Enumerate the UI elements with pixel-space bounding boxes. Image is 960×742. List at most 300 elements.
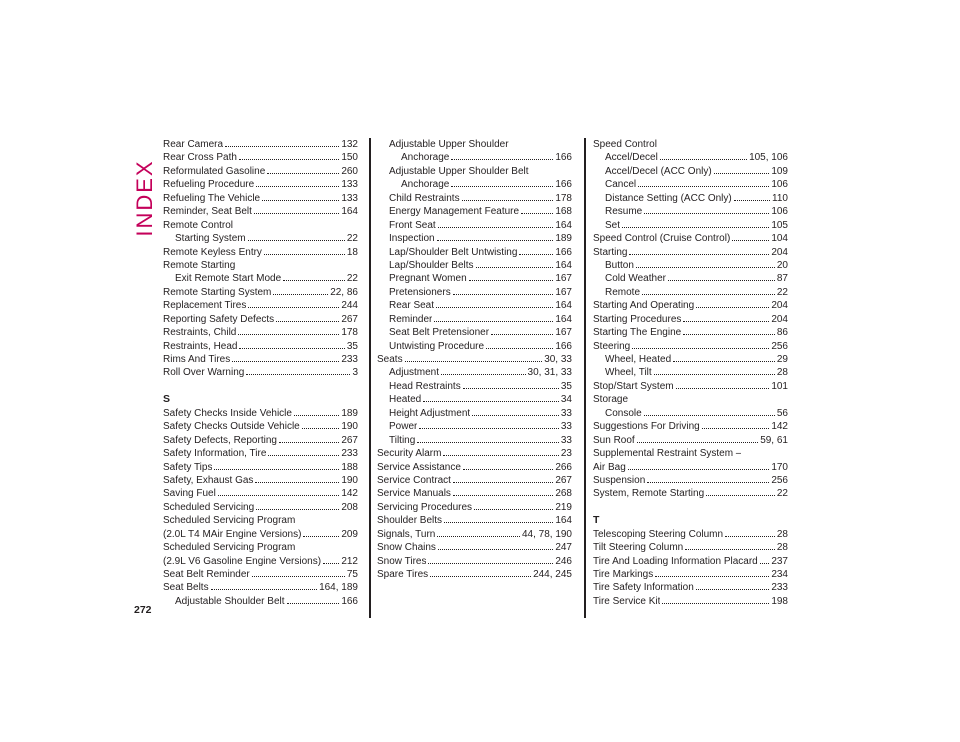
index-entry-title: Remote bbox=[605, 286, 641, 298]
dot-leader bbox=[655, 576, 769, 577]
index-entry-title: Tire Markings bbox=[593, 569, 654, 580]
index-heading-text: Scheduled Servicing Program bbox=[163, 542, 296, 554]
index-entry-title: Refueling Procedure bbox=[163, 179, 255, 191]
index-entry-title: Replacement Tires bbox=[163, 300, 247, 312]
index-entry-title: Stop/Start System bbox=[593, 380, 674, 392]
index-subentry bbox=[593, 151, 788, 164]
dot-leader bbox=[303, 536, 339, 537]
index-entry-pages: 256 bbox=[771, 340, 788, 352]
index-heading bbox=[163, 541, 358, 554]
dot-leader bbox=[714, 173, 770, 174]
index-entry bbox=[593, 474, 788, 487]
index-entry-title: Reformulated Gasoline bbox=[163, 165, 266, 177]
index-entry-pages: 33 bbox=[560, 407, 572, 419]
index-entry-title: Untwisting Procedure bbox=[389, 340, 485, 352]
index-subentry bbox=[593, 286, 788, 299]
index-entry bbox=[163, 407, 358, 420]
index-entry bbox=[593, 340, 788, 353]
index-entry-pages: 164 bbox=[555, 300, 572, 312]
dot-leader bbox=[254, 213, 339, 214]
index-entry-pages: 33 bbox=[560, 421, 572, 433]
index-subentry bbox=[163, 232, 358, 245]
index-entry-pages: 233 bbox=[771, 582, 788, 594]
index-entry-title: Button bbox=[605, 259, 634, 271]
index-entry-title: Starting bbox=[593, 246, 628, 258]
index-entry-pages: 142 bbox=[771, 421, 788, 433]
index-entry-pages: 109 bbox=[771, 165, 788, 177]
index-entry bbox=[163, 178, 358, 191]
dot-leader bbox=[491, 334, 553, 335]
index-subentry bbox=[377, 232, 572, 245]
index-entry-title: Steering bbox=[593, 340, 631, 352]
index-entry-pages: 178 bbox=[555, 192, 572, 204]
index-entry-title: Wheel, Tilt bbox=[605, 367, 652, 379]
index-subentry bbox=[377, 219, 572, 232]
index-entry-pages: 30, 31, 33 bbox=[527, 367, 572, 379]
dot-leader bbox=[673, 361, 775, 362]
dot-leader bbox=[430, 576, 531, 577]
index-entry bbox=[163, 474, 358, 487]
index-entry-title: Starting The Engine bbox=[593, 327, 682, 339]
index-entry-title: Accel/Decel (ACC Only) bbox=[605, 165, 712, 177]
index-entry-pages: 247 bbox=[555, 542, 572, 554]
index-entry-pages: 29 bbox=[776, 354, 788, 365]
index-subentry bbox=[377, 299, 572, 312]
index-entry-pages: 106 bbox=[771, 206, 788, 218]
index-entry-pages: 198 bbox=[771, 595, 788, 607]
index-entry bbox=[377, 461, 572, 474]
dot-leader bbox=[463, 388, 559, 389]
index-entry bbox=[593, 313, 788, 326]
index-entry-title: Service Assistance bbox=[377, 461, 461, 473]
index-subentry bbox=[377, 380, 572, 393]
index-entry-pages: 35 bbox=[560, 380, 572, 392]
dot-leader bbox=[644, 213, 769, 214]
dot-leader bbox=[622, 227, 769, 228]
index-entry bbox=[593, 541, 788, 554]
index-entry-pages: 204 bbox=[771, 313, 788, 325]
index-entry-title: Child Restraints bbox=[389, 192, 460, 204]
index-entry-pages: 189 bbox=[555, 233, 572, 245]
index-entry-pages: 150 bbox=[341, 152, 358, 164]
index-entry-title: (2.0L T4 MAir Engine Versions) bbox=[163, 528, 302, 540]
index-subentry bbox=[377, 340, 572, 353]
dot-leader bbox=[638, 186, 769, 187]
dot-leader bbox=[642, 294, 775, 295]
index-entry-pages: 104 bbox=[771, 233, 788, 245]
dot-leader bbox=[248, 240, 345, 241]
index-entry bbox=[593, 568, 788, 581]
section-gap bbox=[163, 380, 358, 393]
index-entry bbox=[163, 353, 358, 366]
index-entry bbox=[593, 581, 788, 594]
index-entry-title: Lap/Shoulder Belt Untwisting bbox=[389, 246, 518, 258]
index-subentry bbox=[593, 407, 788, 420]
dot-leader bbox=[273, 294, 328, 295]
index-entry bbox=[163, 151, 358, 164]
dot-leader bbox=[246, 374, 350, 375]
index-entry-pages: 237 bbox=[771, 555, 788, 567]
index-entry-pages: 219 bbox=[555, 501, 572, 513]
dot-leader bbox=[239, 348, 344, 349]
dot-leader bbox=[419, 428, 559, 429]
index-entry-title: Cold Weather bbox=[605, 273, 666, 285]
index-subentry bbox=[593, 192, 788, 205]
index-entry bbox=[163, 299, 358, 312]
index-entry-title: Cancel bbox=[605, 179, 637, 191]
index-heading-text: Adjustable Upper Shoulder bbox=[389, 139, 509, 150]
index-heading-text: Speed Control bbox=[593, 139, 657, 150]
index-entry bbox=[377, 474, 572, 487]
index-entry-title: Adjustable Shoulder Belt bbox=[175, 595, 285, 607]
index-subentry bbox=[377, 313, 572, 326]
index-entry bbox=[163, 461, 358, 474]
index-subentry bbox=[593, 165, 788, 178]
index-entry-title: Remote Starting System bbox=[163, 286, 272, 298]
dot-leader bbox=[287, 603, 340, 604]
index-entry-pages: 142 bbox=[341, 488, 358, 500]
index-entry-pages: 28 bbox=[776, 528, 788, 540]
dot-leader bbox=[283, 280, 345, 281]
section-letter: T bbox=[593, 514, 600, 527]
index-entry-pages: 166 bbox=[341, 595, 358, 607]
dot-leader bbox=[734, 200, 770, 201]
dot-leader bbox=[706, 495, 775, 496]
page-number: 272 bbox=[134, 604, 152, 616]
index-entry bbox=[593, 420, 788, 433]
index-entry bbox=[163, 313, 358, 326]
index-subentry bbox=[593, 178, 788, 191]
dot-leader bbox=[629, 254, 769, 255]
index-entry-title: Head Restraints bbox=[389, 380, 461, 392]
index-entry bbox=[163, 286, 358, 299]
dot-leader bbox=[474, 509, 553, 510]
dot-leader bbox=[248, 307, 339, 308]
index-subentry bbox=[593, 219, 788, 232]
index-entry bbox=[163, 340, 358, 353]
index-entry-pages: 204 bbox=[771, 246, 788, 258]
index-label-text: INDEX bbox=[132, 159, 157, 237]
index-subentry bbox=[377, 420, 572, 433]
dot-leader bbox=[463, 469, 553, 470]
index-entry-pages: 260 bbox=[341, 165, 358, 177]
index-entry-pages: 101 bbox=[771, 380, 788, 392]
index-entry-pages: 33 bbox=[560, 434, 572, 446]
index-entry-title: Wheel, Heated bbox=[605, 354, 672, 365]
index-entry bbox=[593, 380, 788, 393]
index-entry-title: Restraints, Head bbox=[163, 340, 238, 352]
index-entry bbox=[593, 487, 788, 500]
dot-leader bbox=[685, 549, 775, 550]
index-entry-title: Suspension bbox=[593, 474, 646, 486]
dot-leader bbox=[628, 469, 770, 470]
index-subentry bbox=[377, 393, 572, 406]
index-entry-title: Safety Defects, Reporting bbox=[163, 434, 277, 446]
index-entry-pages: 35 bbox=[346, 340, 358, 352]
dot-leader bbox=[302, 428, 340, 429]
column-divider bbox=[584, 138, 586, 618]
index-entry-pages: 167 bbox=[555, 273, 572, 285]
index-entry-title: Rear Camera bbox=[163, 139, 224, 150]
index-entry-title: Sun Roof bbox=[593, 434, 635, 446]
index-entry bbox=[163, 528, 358, 541]
dot-leader bbox=[264, 254, 345, 255]
index-entry bbox=[377, 514, 572, 527]
index-entry-pages: 105, 106 bbox=[749, 152, 788, 164]
index-entry-title: Snow Chains bbox=[377, 542, 436, 554]
index-entry-title: Rims And Tires bbox=[163, 354, 231, 365]
dot-leader bbox=[632, 348, 769, 349]
dot-leader bbox=[417, 442, 559, 443]
index-entry-pages: 164, 189 bbox=[319, 582, 358, 594]
index-entry bbox=[163, 165, 358, 178]
dot-leader bbox=[451, 159, 553, 160]
dot-leader bbox=[668, 280, 775, 281]
index-column-3 bbox=[593, 138, 788, 608]
index-entry-pages: 233 bbox=[341, 448, 358, 460]
dot-leader bbox=[437, 240, 554, 241]
index-subentry bbox=[377, 246, 572, 259]
dot-leader bbox=[725, 536, 775, 537]
index-entry-pages: 209 bbox=[341, 528, 358, 540]
index-entry-pages: 23 bbox=[560, 448, 572, 460]
index-entry-pages: 189 bbox=[341, 407, 358, 419]
index-entry bbox=[163, 366, 358, 379]
index-entry-pages: 164 bbox=[555, 313, 572, 325]
index-entry-title: Air Bag bbox=[593, 461, 626, 473]
index-section-label bbox=[132, 138, 158, 258]
index-entry-pages: 190 bbox=[341, 421, 358, 433]
index-entry-title: Tilting bbox=[389, 434, 416, 446]
index-entry-pages: 246 bbox=[555, 555, 572, 567]
dot-leader bbox=[683, 334, 775, 335]
dot-leader bbox=[428, 563, 553, 564]
index-entry-title: Refueling The Vehicle bbox=[163, 192, 261, 204]
index-entry-pages: 166 bbox=[555, 246, 572, 258]
index-entry-title: Safety Tips bbox=[163, 461, 213, 473]
index-heading bbox=[377, 138, 572, 151]
index-entry-pages: 178 bbox=[341, 327, 358, 339]
index-entry-title: Rear Seat bbox=[389, 300, 435, 312]
dot-leader bbox=[676, 388, 770, 389]
index-entry bbox=[163, 138, 358, 151]
dot-leader bbox=[267, 173, 339, 174]
dot-leader bbox=[451, 186, 553, 187]
index-entry-pages: 164 bbox=[341, 206, 358, 218]
index-entry bbox=[377, 447, 572, 460]
index-entry-title: Starting System bbox=[175, 233, 246, 245]
index-entry bbox=[377, 568, 572, 581]
index-entry-pages: 133 bbox=[341, 192, 358, 204]
index-subentry bbox=[377, 434, 572, 447]
dot-leader bbox=[636, 267, 775, 268]
index-subentry bbox=[377, 151, 572, 164]
index-heading bbox=[593, 447, 788, 460]
index-entry-title: Tire Safety Information bbox=[593, 582, 694, 594]
index-entry-pages: 234 bbox=[771, 569, 788, 580]
index-entry-title: Exit Remote Start Mode bbox=[175, 273, 282, 285]
index-entry-title: Service Contract bbox=[377, 474, 451, 486]
dot-leader bbox=[453, 495, 553, 496]
dot-leader bbox=[637, 442, 758, 443]
dot-leader bbox=[255, 482, 339, 483]
dot-leader bbox=[438, 227, 554, 228]
index-entry-pages: 166 bbox=[555, 179, 572, 191]
index-entry bbox=[593, 555, 788, 568]
index-entry-title: Inspection bbox=[389, 233, 435, 245]
index-entry bbox=[163, 501, 358, 514]
index-entry-title: Saving Fuel bbox=[163, 488, 216, 500]
index-subentry bbox=[377, 326, 572, 339]
dot-leader bbox=[696, 589, 770, 590]
index-subentry bbox=[593, 366, 788, 379]
section-gap bbox=[593, 501, 788, 514]
index-entry bbox=[377, 541, 572, 554]
index-entry-pages: 244, 245 bbox=[533, 569, 572, 580]
index-entry bbox=[163, 568, 358, 581]
index-entry-pages: 30, 33 bbox=[544, 354, 572, 365]
index-entry-title: Seats bbox=[377, 354, 403, 365]
index-entry-title: Restraints, Child bbox=[163, 327, 237, 339]
index-entry-pages: 56 bbox=[776, 407, 788, 419]
dot-leader bbox=[438, 549, 553, 550]
index-entry-pages: 28 bbox=[776, 367, 788, 379]
dot-leader bbox=[476, 267, 554, 268]
index-column-1 bbox=[163, 138, 358, 608]
index-entry bbox=[163, 420, 358, 433]
index-entry bbox=[593, 528, 788, 541]
index-entry-title: Tire Service Kit bbox=[593, 595, 661, 607]
dot-leader bbox=[683, 321, 769, 322]
index-entry bbox=[163, 555, 358, 568]
section-letter: S bbox=[163, 393, 171, 406]
index-entry bbox=[593, 232, 788, 245]
index-subentry bbox=[377, 178, 572, 191]
index-entry bbox=[163, 487, 358, 500]
dot-leader bbox=[262, 200, 339, 201]
index-entry-pages: 167 bbox=[555, 327, 572, 339]
index-subentry bbox=[377, 259, 572, 272]
index-entry bbox=[377, 555, 572, 568]
index-heading bbox=[163, 259, 358, 272]
dot-leader bbox=[256, 186, 339, 187]
dot-leader bbox=[702, 428, 770, 429]
index-entry bbox=[593, 595, 788, 608]
index-entry-title: Console bbox=[605, 407, 642, 419]
index-entry-pages: 267 bbox=[555, 474, 572, 486]
index-entry-pages: 204 bbox=[771, 300, 788, 312]
index-entry-title: Snow Tires bbox=[377, 555, 427, 567]
index-entry-pages: 110 bbox=[772, 192, 788, 204]
index-subentry bbox=[377, 286, 572, 299]
dot-leader bbox=[453, 482, 553, 483]
dot-leader bbox=[519, 254, 553, 255]
index-subentry bbox=[593, 272, 788, 285]
index-entry-pages: 87 bbox=[776, 273, 788, 285]
index-entry-pages: 59, 61 bbox=[760, 434, 788, 446]
dot-leader bbox=[469, 280, 554, 281]
index-entry-title: Remote Keyless Entry bbox=[163, 246, 262, 258]
index-entry bbox=[377, 501, 572, 514]
index-entry-pages: 256 bbox=[771, 474, 788, 486]
dot-leader bbox=[294, 415, 339, 416]
index-entry-pages: 208 bbox=[341, 501, 358, 513]
index-entry-title: Roll Over Warning bbox=[163, 367, 245, 379]
index-entry-title: Safety Checks Inside Vehicle bbox=[163, 407, 292, 419]
index-entry-title: Service Manuals bbox=[377, 488, 451, 500]
index-entry-pages: 268 bbox=[555, 488, 572, 500]
index-entry-pages: 20 bbox=[776, 259, 788, 271]
index-entry-pages: 168 bbox=[555, 206, 572, 218]
dot-leader bbox=[252, 576, 345, 577]
index-entry-pages: 244 bbox=[341, 300, 358, 312]
index-entry-pages: 267 bbox=[341, 313, 358, 325]
dot-leader bbox=[405, 361, 543, 362]
index-entry-title: Heated bbox=[389, 394, 422, 406]
dot-leader bbox=[225, 146, 339, 147]
dot-leader bbox=[732, 240, 769, 241]
index-entry bbox=[163, 447, 358, 460]
index-subentry bbox=[593, 205, 788, 218]
index-subentry bbox=[163, 595, 358, 608]
index-entry-title: Reminder bbox=[389, 313, 433, 325]
index-heading bbox=[593, 138, 788, 151]
index-entry bbox=[163, 326, 358, 339]
index-entry bbox=[593, 461, 788, 474]
index-entry-pages: 164 bbox=[555, 259, 572, 271]
index-entry-title: Seat Belt Reminder bbox=[163, 569, 250, 580]
index-entry-title: Height Adjustment bbox=[389, 407, 471, 419]
index-heading-text: Remote Control bbox=[163, 219, 234, 231]
index-entry bbox=[163, 581, 358, 594]
index-entry-pages: 22, 86 bbox=[330, 286, 358, 298]
index-entry-title: Security Alarm bbox=[377, 448, 442, 460]
index-entry-pages: 233 bbox=[341, 354, 358, 365]
index-heading-text: Remote Starting bbox=[163, 259, 236, 271]
index-subentry bbox=[377, 192, 572, 205]
index-subentry bbox=[377, 407, 572, 420]
index-entry-title: Scheduled Servicing bbox=[163, 501, 255, 513]
index-entry-title: Shoulder Belts bbox=[377, 515, 443, 527]
index-entry-title: Reminder, Seat Belt bbox=[163, 206, 252, 218]
dot-leader bbox=[453, 294, 554, 295]
index-entry-pages: 190 bbox=[341, 474, 358, 486]
index-entry-pages: 28 bbox=[776, 542, 788, 554]
index-subentry bbox=[377, 205, 572, 218]
index-entry-pages: 188 bbox=[341, 461, 358, 473]
index-entry-title: System, Remote Starting bbox=[593, 488, 705, 500]
dot-leader bbox=[660, 159, 747, 160]
index-entry-pages: 75 bbox=[346, 569, 358, 580]
index-entry-title: Servicing Procedures bbox=[377, 501, 473, 513]
index-subentry bbox=[163, 272, 358, 285]
dot-leader bbox=[521, 213, 553, 214]
index-entry bbox=[593, 326, 788, 339]
index-entry-title: Seat Belt Pretensioner bbox=[389, 327, 490, 339]
index-entry-title: Power bbox=[389, 421, 418, 433]
dot-leader bbox=[268, 455, 339, 456]
index-entry-title: Safety, Exhaust Gas bbox=[163, 474, 254, 486]
index-entry-title: Energy Management Feature bbox=[389, 206, 520, 218]
index-entry-pages: 132 bbox=[341, 139, 358, 150]
dot-leader bbox=[276, 321, 339, 322]
index-subentry bbox=[377, 272, 572, 285]
index-entry-pages: 164 bbox=[555, 515, 572, 527]
index-heading-text: Adjustable Upper Shoulder Belt bbox=[389, 165, 529, 177]
dot-leader bbox=[323, 563, 339, 564]
index-entry-title: Signals, Turn bbox=[377, 528, 436, 540]
dot-leader bbox=[644, 415, 775, 416]
